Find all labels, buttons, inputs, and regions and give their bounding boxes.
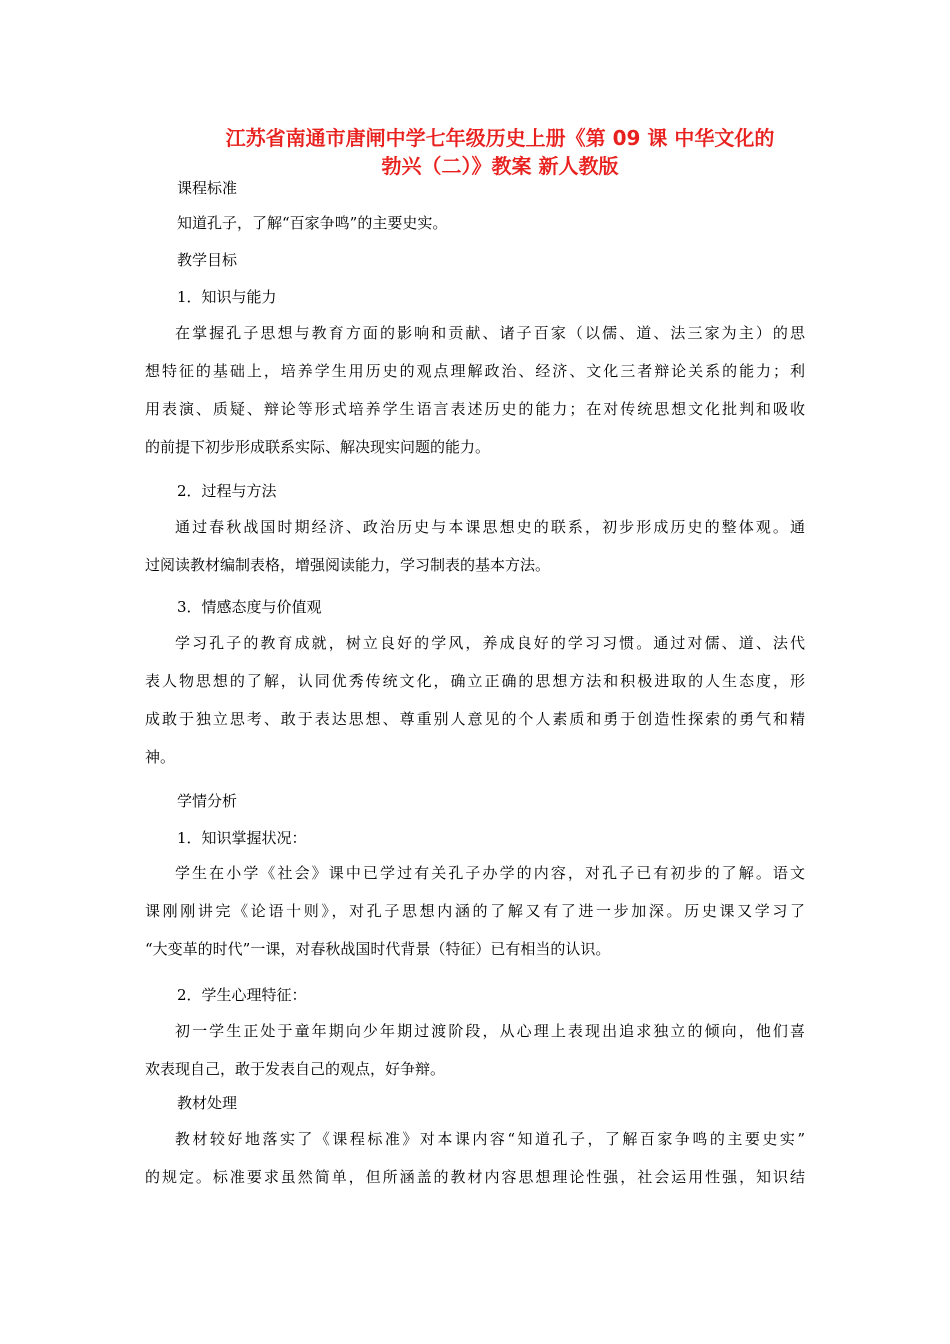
paragraph-line: 成敢于独立思考、敢于表达思想、尊重别人意见的个人素质和勇于创造性探索的勇气和精 — [145, 710, 805, 728]
paragraph-line: 想特征的基础上，培养学生用历史的观点理解政治、经济、文化三者辩论关系的能力；利 — [145, 362, 805, 380]
subheading-knowledge-ability: 1．知识与能力 — [177, 288, 277, 306]
paragraph-line: 学生在小学《社会》课中已学过有关孔子办学的内容，对孔子已有初步的了解。语文 — [175, 864, 805, 882]
subheading-knowledge-status: 1．知识掌握状况： — [177, 829, 307, 847]
paragraph-process-method — [145, 508, 805, 584]
section-heading-textbook-handling: 教材处理 — [177, 1094, 238, 1112]
subheading-student-psychology: 2．学生心理特征： — [177, 986, 307, 1004]
paragraph-line: 的规定。标准要求虽然简单，但所涵盖的教材内容思想理论性强，社会运用性强，知识结 — [145, 1168, 805, 1186]
paragraph-line: 过阅读教材编制表格，增强阅读能力，学习制表的基本方法。 — [145, 556, 551, 574]
document-title-line-2: 勃兴（二）》教案 新人教版 — [381, 154, 619, 178]
paragraph-attitude-values — [145, 624, 805, 776]
paragraph-line: 的前提下初步形成联系实际、解决现实问题的能力。 — [145, 438, 491, 456]
paragraph-line: 神。 — [145, 748, 176, 766]
paragraph-knowledge-ability — [145, 314, 805, 466]
paragraph-student-psychology — [145, 1012, 805, 1088]
paragraph-line: 教材较好地落实了《课程标准》对本课内容“知道孔子，了解百家争鸣的主要史实” — [175, 1130, 805, 1148]
paragraph-line: 欢表现自己，敢于发表自己的观点，好争辩。 — [145, 1060, 446, 1078]
paragraph-line: “大变革的时代”一课，对春秋战国时代背景（特征）已有相当的认识。 — [145, 940, 611, 958]
section-heading-teaching-goals: 教学目标 — [177, 251, 238, 269]
paragraph-textbook-handling — [145, 1120, 805, 1196]
subheading-attitude-values: 3．情感态度与价值观 — [177, 598, 322, 616]
paragraph-line: 学习孔子的教育成就，树立良好的学风，养成良好的学习习惯。通过对儒、道、法代 — [175, 634, 805, 652]
paragraph-knowledge-status — [145, 854, 805, 968]
paragraph-line: 用表演、质疑、辩论等形式培养学生语言表述历史的能力；在对传统思想文化批判和吸收 — [145, 400, 805, 418]
paragraph-line: 通过春秋战国时期经济、政治历史与本课思想史的联系，初步形成历史的整体观。通 — [175, 518, 805, 536]
paragraph-line: 在掌握孔子思想与教育方面的影响和贡献、诸子百家（以儒、道、法三家为主）的思 — [175, 324, 805, 342]
section-heading-curriculum-standard: 课程标准 — [177, 179, 238, 197]
paragraph-line: 初一学生正处于童年期向少年期过渡阶段，从心理上表现出追求独立的倾向，他们喜 — [175, 1022, 805, 1040]
section-heading-learner-analysis: 学情分析 — [177, 792, 238, 810]
subheading-process-method: 2．过程与方法 — [177, 482, 277, 500]
paragraph-line: 表人物思想的了解，认同优秀传统文化，确立正确的思想方法和积极进取的人生态度，形 — [145, 672, 805, 690]
curriculum-standard-text: 知道孔子，了解“百家争鸣”的主要史实。 — [177, 214, 448, 232]
document-title-line-1: 江苏省南通市唐闸中学七年级历史上册《第 09 课 中华文化的 — [225, 126, 775, 150]
paragraph-line: 课刚刚讲完《论语十则》，对孔子思想内涵的了解又有了进一步加深。历史课又学习了 — [145, 902, 805, 920]
